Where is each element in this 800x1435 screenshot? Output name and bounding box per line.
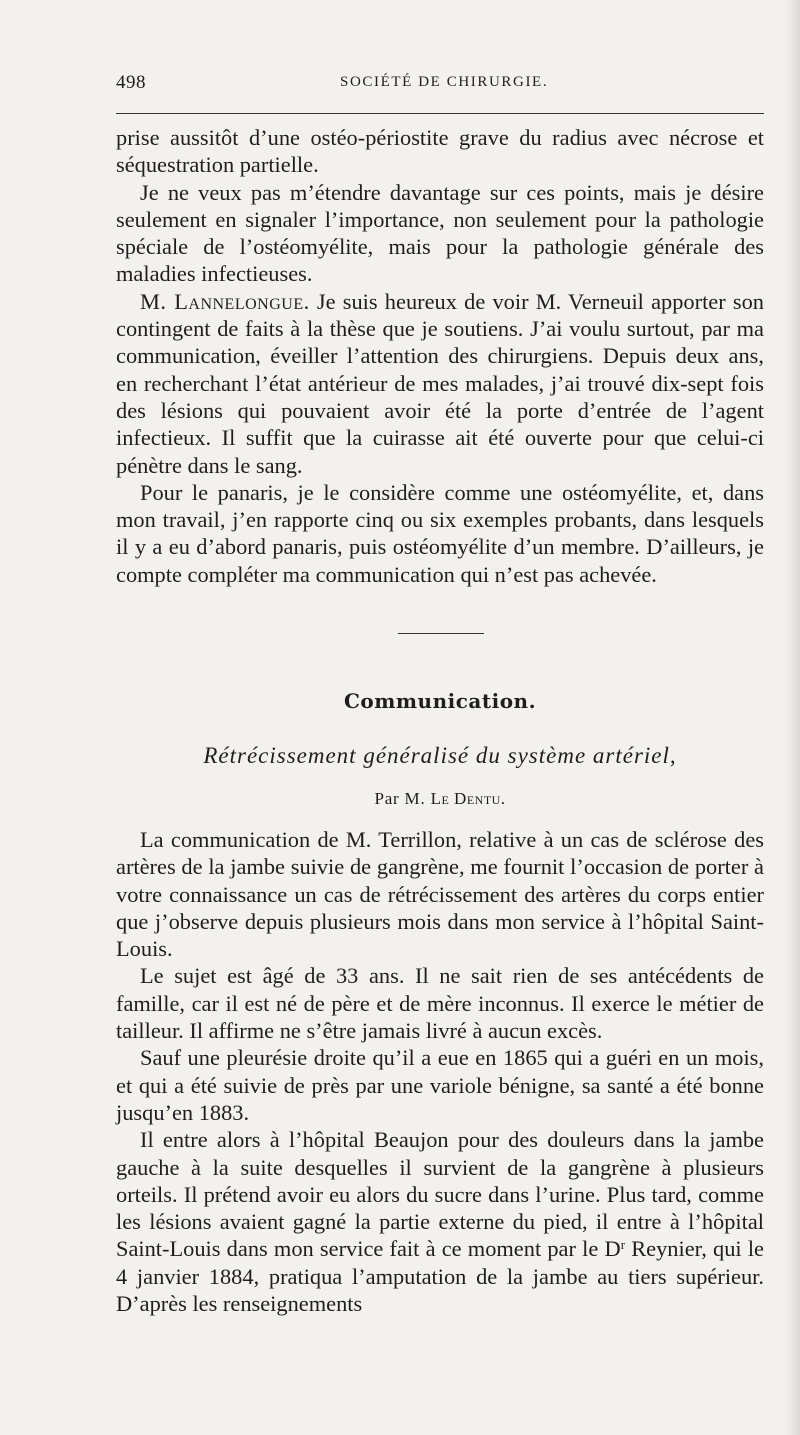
paragraph-patient: Le sujet est âgé de 33 ans. Il ne sait rien de ses antécédents de famille, car il est né de père et de mère inconnus. Il exerce le métier de tailleur. Il affirme ne s’être jamais livré à aucun excès.: [116, 963, 764, 1044]
article-body: [116, 826, 764, 1317]
paragraph-verneuil-remarks: Je ne veux pas m’étendre davantage sur ces points, mais je désire seulement en signaler l’importance, non seulement pour la pathologie spéciale de l’ostéomyélite, mais pour la pathologie générale des maladies infectieuses.: [116, 179, 764, 287]
page-number: 498: [116, 72, 146, 93]
doctor-abbrev-sup: r: [620, 1237, 626, 1253]
paragraph-lannelongue: [116, 288, 764, 479]
paragraph-continued: prise aussitôt d’une ostéo-périostite grave du radius avec nécrose et séquestration partielle.: [116, 125, 764, 178]
paragraph-intro: La communication de M. Terrillon, relative à un cas de sclérose des artères de la jambe suivie de gangrène, me fournit l’occasion de porter à votre connaissance un cas de rétrécissement des artères du corps entier que j’observe depuis plusieurs mois dans mon service à l’hôpital Saint-Louis.: [116, 827, 764, 962]
article-title: Rétrécissement généralisé du système artériel,: [203, 743, 677, 768]
section-divider: [398, 633, 484, 634]
admission-text-b: Reynier, qui le 4 janvier 1884, pratiqua l’amputation de la jambe au tiers supérieur. D’après les renseignements: [116, 1236, 764, 1317]
page-header: [116, 72, 764, 96]
speaker-name: M. Lannelongue.: [140, 288, 310, 314]
speaker-text: Je suis heureux de voir M. Verneuil apporter son contingent de faits à la thèse que je soutiens. J’ai voulu surtout, par ma communication, éveiller l’attention des chirurgiens. Depuis deux ans, en recherchant l’état antérieur de mes malades, j’ai trouvé dix-sept fois des lésions qui pouvaient avoir été la porte d’entrée de l’agent infectieux. Il suffit que la cuirasse ait été ouverte pour que celui-ci pénètre dans le sang.: [116, 288, 765, 478]
running-head: SOCIÉTÉ DE CHIRURGIE.: [340, 74, 549, 90]
page-edge-shadow: [786, 0, 800, 1435]
admission-text-a: Il entre alors à l’hôpital Beaujon pour des douleurs dans la jambe gauche à la suite desquelles il survient de la gangrène à plusieurs orteils. Il prétend avoir eu alors du sucre dans l’urine. Plus tard, comme les lésions avaient gagné la partie externe du pied, il entre à l’hôpital Saint-Louis dans mon service fait à ce moment par le D: [116, 1127, 764, 1262]
byline-author: Le Dentu.: [430, 789, 506, 808]
paragraph-panaris: Pour le panaris, je le considère comme une ostéomyélite, et, dans mon travail, j’en rapporte cinq ou six exemples probants, dans lesquels il y a eu d’abord panaris, puis ostéomyélite d’un membre. D’ailleurs, je compte compléter ma communication qui n’est pas achevée.: [116, 479, 764, 587]
section-heading: Communication.: [343, 689, 537, 713]
byline: [116, 789, 764, 809]
byline-prefix: Par M.: [374, 789, 431, 808]
header-rule: [116, 113, 764, 114]
paragraph-history: Sauf une pleurésie droite qu’il a eue en 1865 qui a guéri en un mois, et qui a été suivie de près par une variole bénigne, sa santé a été bonne jusqu’en 1883.: [116, 1045, 764, 1125]
discussion-text: [116, 124, 764, 588]
paragraph-admission: [116, 1126, 764, 1317]
